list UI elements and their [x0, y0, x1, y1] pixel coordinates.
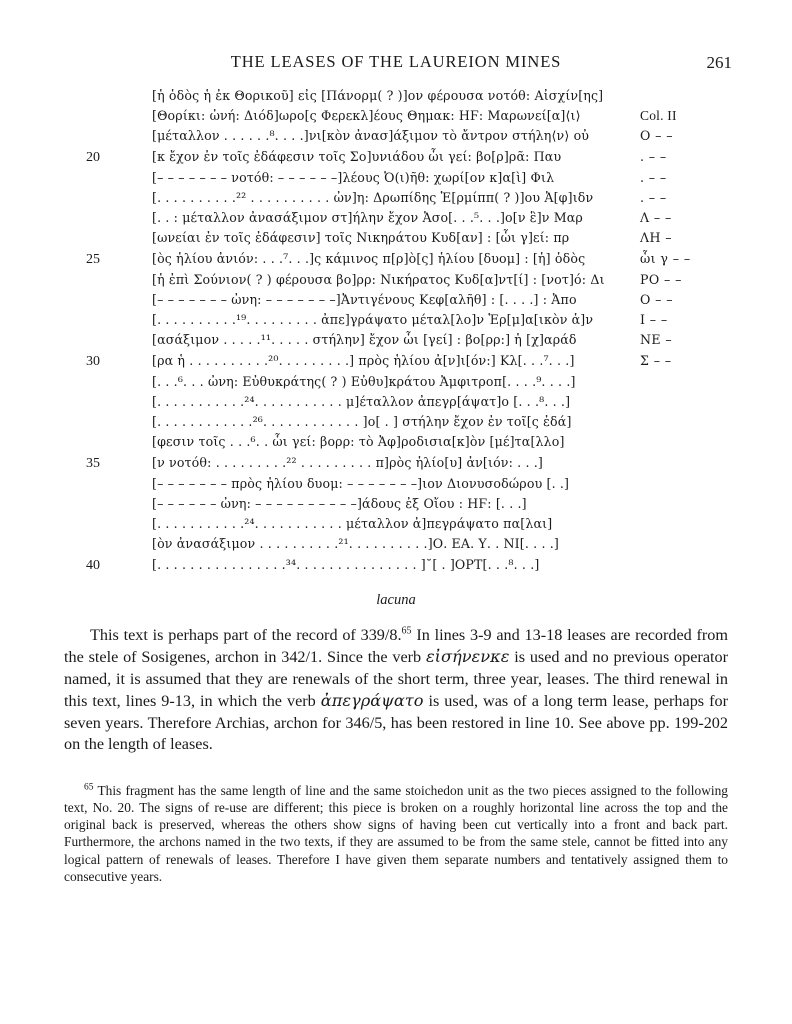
- line-text: [ν νοτόθ: . . . . . . . . .²² . . . . . . . . . π]ρὸς ἡλίο[υ] ἀν[ιόν: . . .]: [152, 454, 543, 470]
- line-number: 30: [86, 353, 100, 369]
- inscription-line: [60, 514, 732, 534]
- body-text-c: is used and no previous operator named, it is assumed that they are renewals of the short term, three year, leases. The third renewal in this text, lines 9-13, in which the verb: [64, 648, 728, 711]
- inscription-line: [60, 330, 732, 350]
- inscription-line: [60, 188, 732, 208]
- line-text: [. . . . . . . . . . .²⁴. . . . . . . . . . . μ]έταλλον ἀπεγρ[άψατ]ο [. . .⁸. . .]: [152, 394, 571, 410]
- line-text: [. . . . . . . . . . . .²⁶. . . . . . . . . . . . ]ο[ . ] στήλην ἔχον ἐν τοῖ[ς ἐδά]: [152, 414, 572, 430]
- line-col2: . – –: [640, 169, 667, 185]
- line-text: [φεσιν τοῖς . . .⁶. . ὧι γεί: βορρ: τὸ Ἀφ]ροδισια[κ]ὸν [μέ]τα[λλο]: [152, 434, 565, 450]
- inscription-line: [60, 351, 732, 372]
- line-number: 20: [86, 149, 100, 165]
- body-paragraph: [64, 625, 728, 756]
- inscription-line: [60, 392, 732, 412]
- line-text: [– – – – – – – ὠνη: – – – – – – –]Ἀντιγένους Κεφ[αλῆθ] : [. . . .] : Ἀπο: [152, 292, 577, 308]
- page-title: THE LEASES OF THE LAUREION MINES: [230, 52, 562, 71]
- line-text: [ὸν ἀνασάξιμον . . . . . . . . . .²¹. . . . . . . . . .]Ο. ΕΑ. Υ. . ΝΙ[. . . .]: [152, 536, 559, 552]
- line-col2: ΛΗ –: [640, 230, 672, 246]
- line-col2: Ο – –: [640, 292, 673, 308]
- line-text: [. . . . . . . . . . .²⁴. . . . . . . . . . . μέταλλον ἀ]πεγράψατο πα[λαι]: [152, 516, 553, 532]
- inscription-line: [60, 534, 732, 554]
- inscription-line: [60, 453, 732, 474]
- line-text: [Θορίκι: ὠνή: Διόδ]ωρο[ς Φερεκλ]έους Θημακ: ΗϜ: Μαρωνεί[α]⟨ι⟩: [152, 108, 581, 124]
- line-text: [ασάξιμον . . . . .¹¹. . . . . στήλην] ἔχον ὧι [γεί] : βο[ρρ:] ἡ [χ]αράδ: [152, 332, 577, 348]
- line-text: [. . . . . . . . . .¹⁹. . . . . . . . . ἀπε]γράψατο μέταλ[λο]ν Ἑρ[μ]α[ικὸν ἁ]ν: [152, 312, 594, 328]
- line-col2: . – –: [640, 190, 667, 206]
- footnote-reference[interactable]: 65: [401, 625, 412, 637]
- inscription-line: [60, 310, 732, 330]
- greek-term-eisenenke: εἰσήνενκε: [425, 647, 510, 667]
- line-col2: Ο – –: [640, 128, 673, 144]
- footnote-separator: [60, 756, 732, 782]
- body-text-b: In lines 3-9 and 13-18 leases are recorded from the stele of Sosigenes, archon in 342/1. Since the verb: [64, 625, 728, 667]
- inscription-line: [60, 432, 732, 452]
- line-text: [ἡ ἐπὶ Σούνιον( ? ) φέρουσα βο]ρρ: Νικήρατος Κυδ[α]ντ[ί] : [νοτ]ό: Δι: [152, 271, 605, 287]
- line-text: [– – – – – – – νοτόθ: – – – – – –]λέους Ὀ(ι)ῆθ: χωρί[ον κ]α[ὶ] Φιλ: [152, 169, 555, 185]
- body-text-a: This text is perhaps part of the record of 339/8.: [90, 625, 402, 644]
- footnote-marker: 65: [84, 782, 94, 793]
- line-text: [. . . . . . . . . . . . . . . .³⁴. . . . . . . . . . . . . . . ]˘[ . ]ΟΡΤ[. . .⁸. . .]: [152, 556, 540, 572]
- inscription-line: [60, 208, 732, 228]
- inscription-line: [60, 147, 732, 168]
- footnote-text: This fragment has the same length of line and the same stoichedon unit as the two pieces assigned to the following text, No. 20. The signs of re-use are different; this piece is broken on a roughly horizontal line across the top and the original back is preserved, whereas the others show signs of having been cut vertically into a front and back part. Furthermore, the archons named in the two texts, if they are assumed to be from the same stele, cannot be fitted into any logical pattern of renewals of leases. Therefore I have given them separate numbers and tentatively assigned them to consecutive years.: [64, 782, 728, 884]
- inscription-block: [60, 86, 732, 576]
- line-text: [– – – – – – ὠνη: – – – – – – – – – –]άδους ἐξ Οἴου : ΗϜ: [. . .]: [152, 496, 527, 512]
- inscription-line: [60, 228, 732, 248]
- lacuna-label: lacuna: [376, 591, 416, 608]
- line-text: [ὸς ἡλίου ἀνιόν: . . .⁷. . .]ς κάμινος π[ρ]ὸ[ς] ἡλίου [δυομ] : [ἡ] ὁδὸς: [152, 250, 586, 266]
- line-text: [. . .⁶. . . ὠνη: Εὐθυκράτης( ? ) Εὐθυ]κράτου Ἀμφιτροπ[. . . .⁹. . . .]: [152, 373, 576, 389]
- line-col2: . – –: [640, 148, 667, 164]
- inscription-line: [60, 168, 732, 188]
- line-col2: Ι – –: [640, 312, 668, 328]
- inscription-line: [60, 474, 732, 494]
- line-text: [κ ἔχον ἐν τοῖς ἐδάφεσιν τοῖς Σο]υνιάδου ὧι γεί: βο[ρ]ρᾶ: Παυ: [152, 148, 562, 164]
- line-text: [ωνείαι ἐν τοῖς ἐδάφεσιν] τοῖς Νικηράτου Κυδ[αν] : [ὧι γ]εί: πρ: [152, 230, 570, 246]
- line-col2: ΝΕ –: [640, 332, 673, 348]
- line-col2: Λ – –: [640, 210, 672, 226]
- running-head: [60, 52, 732, 80]
- greek-term-apegrapsato: ἀπεγράψατο: [320, 691, 424, 711]
- inscription-line: [60, 86, 732, 106]
- inscription-line: [60, 412, 732, 432]
- inscription-line: [60, 555, 732, 576]
- inscription-line: [60, 494, 732, 514]
- line-number: 25: [86, 251, 100, 267]
- line-col2: ΡΟ – –: [640, 271, 682, 287]
- line-text: [. . . . . . . . . .²² . . . . . . . . . . ὠν]η: Δρωπίδης Ἑ[ρμίππ( ? )]ου Ἀ[φ]ιδν: [152, 190, 594, 206]
- inscription-line: [60, 290, 732, 310]
- inscription-line: [60, 270, 732, 290]
- line-number: 35: [86, 455, 100, 471]
- line-text: [– – – – – – – πρὸς ἡλίου δυομ: – – – – – – –]ιον Διονυσοδώρου [. .]: [152, 475, 570, 491]
- line-text: [μέταλλον . . . . . .⁸. . . .]νι[κὸν ἀνασ]άξιμον τὸ ἄντρον στήλη⟨ν⟩ οὐ: [152, 128, 590, 144]
- column-two-header: Col. II: [640, 108, 677, 124]
- line-col2: Σ – –: [640, 352, 672, 368]
- inscription-line: [60, 126, 732, 146]
- line-text: [ρα ἡ . . . . . . . . . .²⁰. . . . . . . . .] πρὸς ἡλίου ἀ[ν]ι[όν:] Κλ[. . .⁷. . .]: [152, 352, 575, 368]
- inscription-line: [60, 106, 732, 126]
- line-text: [. . : μέταλλον ἀνασάξιμον στ]ήλην ἔχον Ἀσο[. . .⁵. . .]ο[ν ἓ]ν Μαρ: [152, 210, 583, 226]
- line-col2: ὧι γ – –: [640, 250, 691, 266]
- inscription-line: [60, 249, 732, 270]
- body-text-d: is used, was of a long term lease, perhaps for seven years. Therefore Archias, archon for 346/5, has been restored in line 10. See above pp. 199-202 on the length of leases.: [64, 692, 728, 754]
- line-text: [ἡ ὁδὸς ἡ ἐκ Θορικοῦ] εἰς [Πάνορμ( ? )]ον φέρουσα νοτόθ: Αἰσχίν[ης]: [152, 88, 604, 103]
- line-number: 40: [86, 557, 100, 573]
- footnote-65: [64, 782, 728, 885]
- page-number: 261: [706, 53, 732, 72]
- inscription-line: [60, 372, 732, 392]
